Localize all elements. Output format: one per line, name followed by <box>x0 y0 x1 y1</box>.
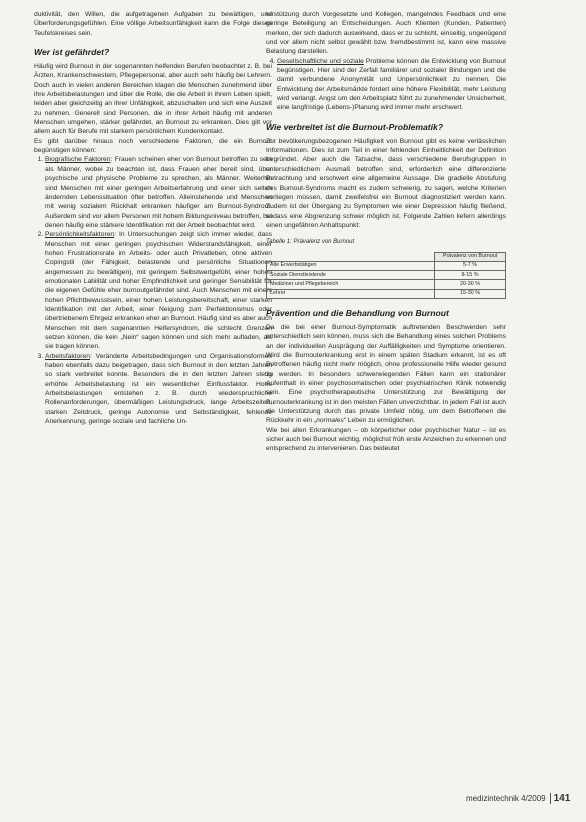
paragraph-emphasis: „normales“ <box>313 417 346 425</box>
section-heading-wer: Wer ist gefährdet? <box>34 47 110 58</box>
factor-list <box>34 155 272 426</box>
list-item-text: : Frauen scheinen eher von Burnout betroffen zu sein als Männer, wobei zu beachten ist, dass Frauen eher bereit sind, über psychische und physische Probleme zu sprechen, als Männer. Weiterhin sind Menschen mit einer geringen Arbeitserfahrung und einer sich selten ändernden Lebenssituation öfter betroffen. Alleinstehende und Menschen mit wenig sozialem Rückhalt erkranken häufiger am Burnout-Syndrom. Außerdem sind vor allem Personen mit hohem Bildungsniveau betroffen, bei denen häufig eine stärkere Identifikation mit der Arbeit beobachtet wird. <box>45 156 272 229</box>
list-item <box>45 155 272 230</box>
paragraph <box>266 323 506 426</box>
paragraph: Zur bevölkerungsbezogenen Häufigkeit von Burnout gibt es keine verlässlichen Informationen. Dies ist zum Teil in einer fehlenden Einheitlichkeit der Definition begründet. Aber auch die Tatsache, dass verschiedene Berufsgruppen in unterschiedlichem Ausmaß betroffen sind, erforderlich eine differenzierte Betrachtung und erschwert eine allgemeine Aussage. Die gradielle Abstufung des Burnout-Syndroms macht es zudem schwierig, zu sagen, welche Kriterien vorliegen müssen, damit zweifelsfrei ein Burnout diagnostiziert werden kann. Zudem ist der Übergang zu Symptomen wie einer Depression häufig fließend, sodass eine Abgrenzung schwer möglich ist. Folgende Zahlen liefern allerdings einen ungefähren Anhaltspunkt: <box>266 137 506 229</box>
list-item <box>45 230 272 351</box>
table-cell-label: Lehrer <box>267 289 435 298</box>
paragraph-text-end: Leben zu ermöglichen. <box>345 417 416 425</box>
journal-name: medizintechnik 4/2009 <box>466 794 546 803</box>
table-cell-value: 5-7 % <box>435 261 506 270</box>
table-header-row <box>267 252 506 261</box>
table-cell-label: Alle Erwerbstätigen <box>267 261 435 270</box>
list-item-text: : In Untersuchungen zeigt sich immer wieder, dass Menschen mit einer geringen psychischen Widerstandsfähigkeit, einer hohen Frustrationsrate im Arbeits- oder auch Privatleben, ohne aktiven Copingstil (der Fähigkeit, belastende und persönliche Situationen angemessen zu bewältigen), mit geringem Selbstwertgefühl, einer hohen emotionalen Labilität und hoher Empfindlichkeit und geringer Sensibilität für die eigenen Gefühle eher burnoutgefährdet sind. Auch Menschen mit einem hohen Pflichtbewusstsein, einer hohen Leistungsbereitschaft, einer starken Identifikation mit der Arbeit, einer Neigung zum Perfektionismus oder übertriebenem Ehrgeiz erkranken eher an Burnout. Häufig sind es aber auch Menschen mit dem sogenannten Helfersyndrom, die schlecht Grenzen setzen können, die kein „Nein“ sagen können und sich mehr aufladen, als sie tragen können. <box>45 231 272 351</box>
table-cell-value: 20-30 % <box>435 280 506 289</box>
list-item-label: Persönlichkeitsfaktoren <box>45 231 115 239</box>
list-item-text: : Veränderte Arbeitsbedingungen und Organisationsformen haben ebenfalls dazu beigetragen, dass sich Burnout in den letzten Jahren so stark verbreitet konnte. Besonders die in den letzten Jahren stetig erhöhte Arbeitsbelastung ist ein wesentlicher Einflussfaktor. Hohe Arbeitsbelastungen entstehen z. B. durch wiederspruchliche Rollenanforderungen, übermäßigen Leistungsdruck, lange Arbeitszeiten, starken Zeitdruck, geringe Autonomie und Selbständigkeit, fehlende Anerkennung, geringe soziale und fachliche Un- <box>45 352 272 426</box>
section-heading-praevention: Prävention und die Behandlung von Burnout <box>266 307 449 318</box>
table-row <box>267 289 506 298</box>
table-header: Prävalenz von Burnout <box>435 252 506 261</box>
table-caption: Tabelle 1: Prävalenz von Burnout <box>266 239 355 246</box>
table-header-empty <box>267 252 435 261</box>
prevalence-table <box>266 252 506 299</box>
list-item-label: Gesellschaftliche und soziale <box>277 57 364 65</box>
paragraph-text: Da die bei einer Burnout-Symptomatik auftretenden Beschwerden sehr unterschiedlich sein können, muss sich die Behandlung eines solchen Problems an der individuellen Ausprägung der Auffälligkeiten und Symptome orientieren. Wird die Burnouterkrankung erst in einem späten Stadium erkannt, ist es oft Betroffenen häufig nicht mehr möglich, ohne professionelle Hilfe wieder gesund zu werden. In besonders schwerwiegenden Fällen kann ein stationärer Aufenthalt in einer psychosomatischen oder psychiatrischen Klinik notwendig sein. Eine psychotherapeutische Unterstützung zur Bewältigung der Burnouterkrankung ist in den meisten Fällen unverzichtbar. In jedem Fall ist auch die Unterstützung durch das private Umfeld nötig, um dem Betroffenen die Rückkehr in ein <box>266 323 506 425</box>
right-column <box>266 10 506 454</box>
paragraph: Es gibt darüber hinaus noch verschiedene Faktoren, die ein Burnout begünstigen können: <box>34 137 272 155</box>
table-row <box>267 280 506 289</box>
section-heading-wie: Wie verbreitet ist die Burnout-Problematik? <box>266 121 444 132</box>
list-item <box>277 57 506 113</box>
table-row <box>267 261 506 270</box>
list-item <box>45 352 272 427</box>
list-item-text: Probleme können die Entwicklung von Burnout begünstigen. Hier sind der Zerfall familiärer und sozialer Bindungen und die damit verbundene Anonymität und Unpersönlichkeit zu nennen. Die Entwicklung der Arbeitsmärkte fordert eine höhere Flexibilität, mehr Leistung wird verlangt. Angst um den Arbeitsplatz führt zu zunehmender Unsicherheit, eine langfristige (Lebens-)Planung wird immer mehr erschwert. <box>277 57 506 112</box>
table-cell-value: 8-15 % <box>435 271 506 280</box>
table-cell-value: 15-30 % <box>435 289 506 298</box>
paragraph: Wie bei allen Erkrankungen – ob körperlicher oder psychischer Natur – ist es sicher auch bei Burnout wichtig, möglichst früh erste Anzeichen zu erkennen und entsprechend zu intervenieren. Das bedeutet <box>266 426 506 453</box>
paragraph: terstützung durch Vorgesetzte und Kollegen, mangelndes Feedback und eine geringe Beteiligung an Entscheidungen. Auch Klienten (Kunden, Patienten) merken, der sich dadurch auswirkend, dass er zu schlicht, einseitig, ungenügend und vor allem nicht selbst gewählt bzw. fremdbestimmt ist, kann eine massive Belastung darstellen. <box>266 11 506 56</box>
table-cell-label: Mediziner und Pflegebereich <box>267 280 435 289</box>
page-number: 141 <box>550 793 571 804</box>
list-item-label: Biografische Faktoren <box>45 156 111 164</box>
factor-list-continued <box>266 57 506 113</box>
table-row <box>267 271 506 280</box>
page-footer <box>466 793 570 804</box>
paragraph: duktivität, den Willen, die aufgetragenen Aufgaben zu bewältigen, und Überforderungsgefühlen. Eine völlige Arbeitsunfähigkeit kann die Folge dieses Teufelskreises sein. <box>34 11 272 37</box>
table-cell-label: Soziale Dienstleistende <box>267 271 435 280</box>
list-item-label: Arbeitsfaktoren <box>45 352 90 360</box>
paragraph: Häufig wird Burnout in der sogenannten helfenden Berufen beobachtet z. B. bei Ärzten, Krankenschwestern, Pflegepersonal, aber auch sehr häufig bei Lehrern. Doch auch in vielen anderen Bereichen klagen die Menschen zunehmend über ihre Arbeitsbelastungen und über die Rolle, die die Arbeit in ihrem Leben spielt, leiden aber gleichzeitig an ihrer Unfähigkeit, abzuschalten und sich eine Auszeit zu nehmen. Generell sind Personen, die in ihrer Arbeit häufig mit anderen Menschen umgehen, stärker gefährdet, an Burnout zu erkranken. Dies gilt vor allem auch für Berufe mit starkem persönlichem Kundenkontakt. <box>34 63 272 136</box>
left-column <box>34 10 272 426</box>
